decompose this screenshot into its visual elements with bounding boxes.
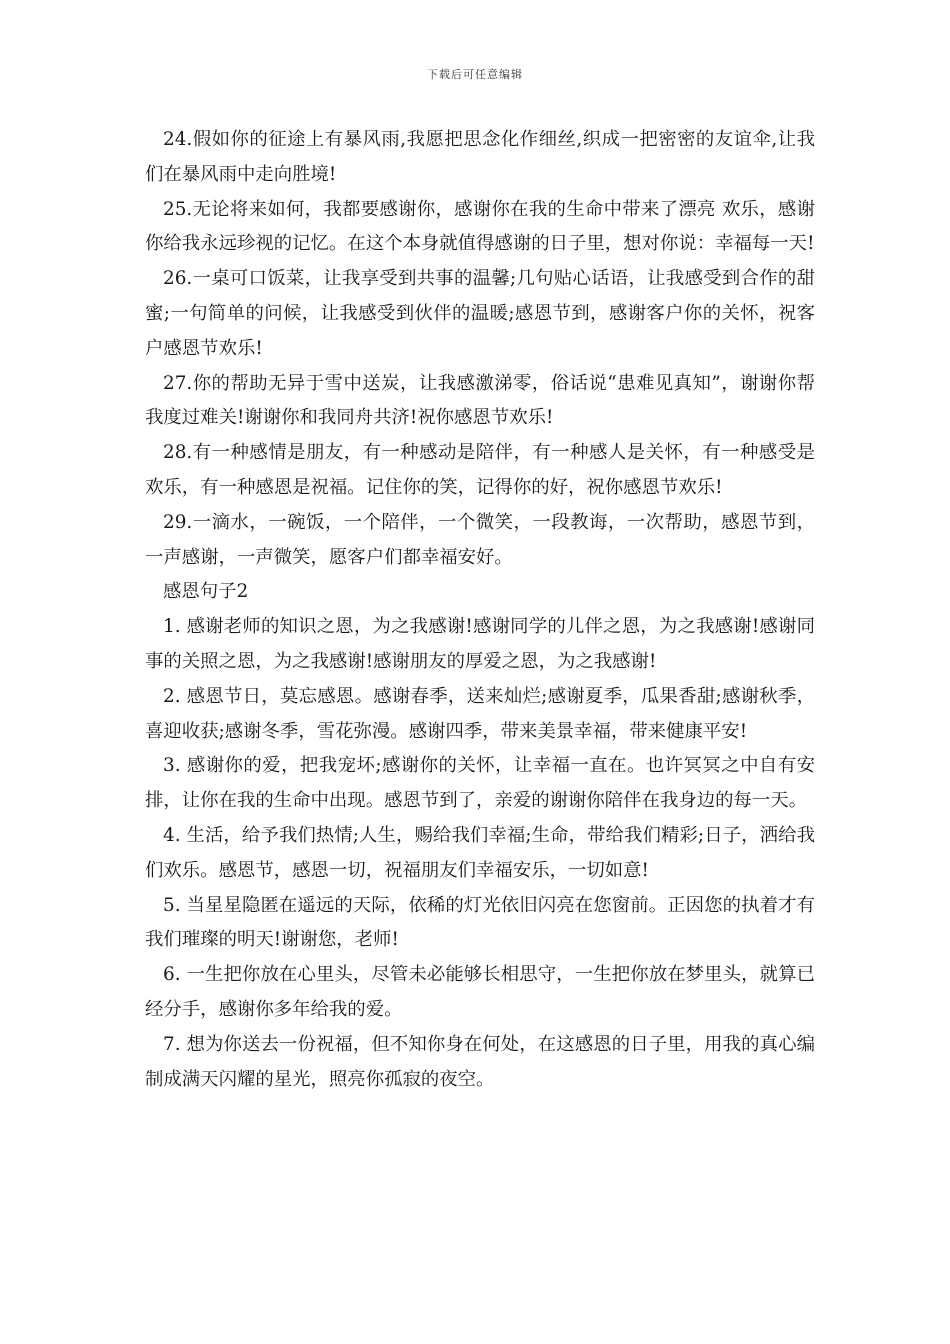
paragraph-5: 5. 当星星隐匿在遥远的天际，依稀的灯光依旧闪亮在您窗前。正因您的执着才有我们璀璨的明天!谢谢您，老师! [145,894,815,951]
paragraph-6: 6. 一生把你放在心里头，尽管未必能够长相思守，一生把你放在梦里头，就算已经分手，感谢你多年给我的爱。 [145,964,815,1020]
paragraph-26: 26.一桌可口饭菜，让我享受到共事的温馨;几句贴心话语，让我感受到合作的甜蜜;一句简单的问候，让我感受到伙伴的温暖;感恩节到，感谢客户你的关怀，祝客户感恩节欢乐! [145,268,815,359]
document-body [145,123,815,1097]
paragraph-25: 25.无论将来如何，我都要感谢你，感谢你在我的生命中带来了漂亮 欢乐，感谢你给我永远珍视的记忆。在这个本身就值得感谢的日子里，想对你说：幸福每一天! [145,198,815,255]
paragraph-2: 2. 感恩节日，莫忘感恩。感谢春季，送来灿烂;感谢夏季，瓜果香甜;感谢秋季，喜迎收获;感谢冬季，雪花弥漫。感谢四季，带来美景幸福，带来健康平安! [145,685,815,742]
paragraph-3: 3. 感谢你的爱，把我宠坏;感谢你的关怀，让幸福一直在。也许冥冥之中自有安排，让你在我的生命中出现。感恩节到了，亲爱的谢谢你陪伴在我身边的每一天。 [145,755,815,812]
section-heading: 感恩句子2 [163,581,249,603]
paragraph-4: 4. 生活，给予我们热情;人生，赐给我们幸福;生命，带给我们精彩;日子，洒给我们欢乐。感恩节，感恩一切，祝福朋友们幸福安乐，一切如意! [145,824,815,881]
paragraph-27: 27.你的帮助无异于雪中送炭，让我感激涕零，俗话说“患难见真知”，谢谢你帮我度过难关!谢谢你和我同舟共济!祝你感恩节欢乐! [145,372,815,429]
paragraph-1: 1. 感谢老师的知识之恩，为之我感谢!感谢同学的儿伴之恩，为之我感谢!感谢同事的关照之恩，为之我感谢!感谢朋友的厚爱之恩，为之我感谢! [145,616,815,672]
paragraph-28: 28.有一种感情是朋友，有一种感动是陪伴，有一种感人是关怀，有一种感受是欢乐，有一种感恩是祝福。记住你的笑，记得你的好，祝你感恩节欢乐! [145,442,815,498]
paragraph-24: 24.假如你的征途上有暴风雨,我愿把思念化作细丝,织成一把密密的友谊伞,让我们在暴风雨中走向胜境! [145,129,815,185]
page-header-note: 下载后可任意编辑 [427,68,523,81]
paragraph-29: 29.一滴水，一碗饭，一个陪伴，一个微笑，一段教诲，一次帮助，感恩节到，一声感谢，一声微笑，愿客户们都幸福安好。 [145,511,815,568]
paragraph-7: 7. 想为你送去一份祝福，但不知你身在何处，在这感恩的日子里，用我的真心编制成满天闪耀的星光，照亮你孤寂的夜空。 [145,1033,815,1090]
